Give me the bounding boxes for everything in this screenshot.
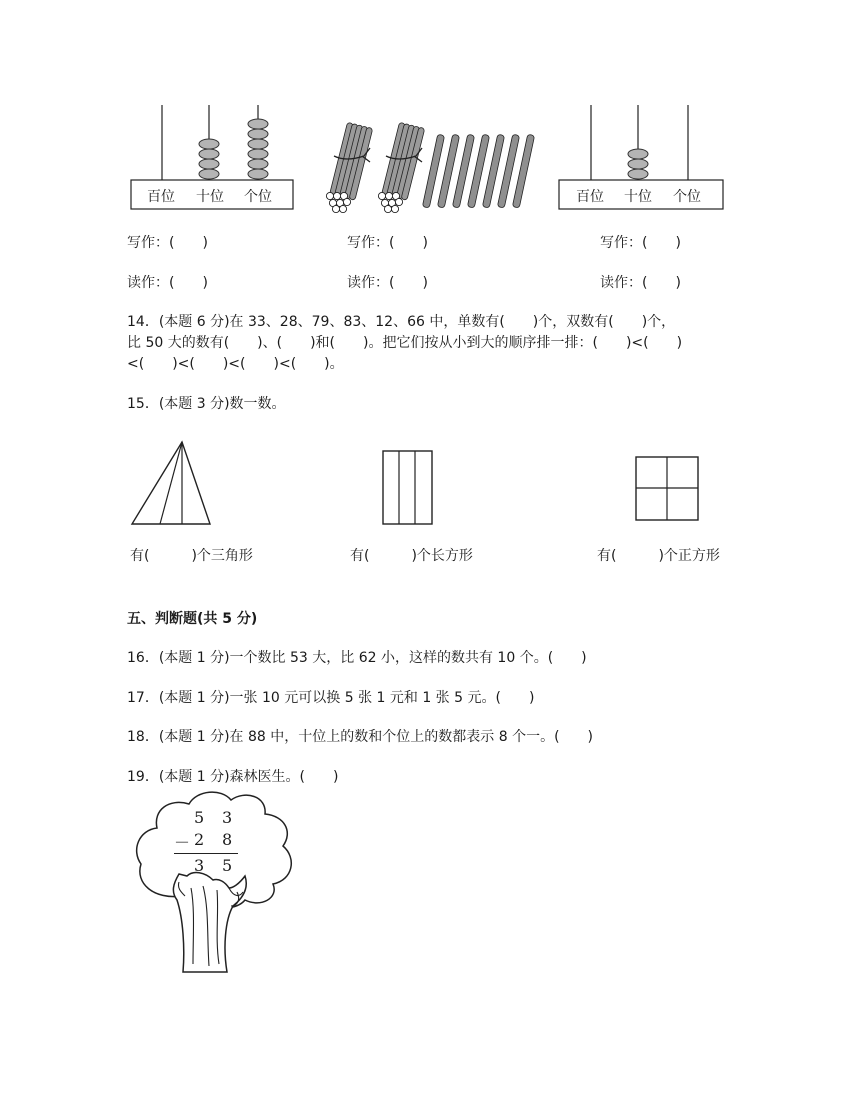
triangles-count-answer[interactable]: 有( )个三角形 [130, 548, 253, 564]
q19-text: 19．(本题 1 分)森林医生。( ) [127, 769, 339, 785]
abacus-bead [248, 119, 268, 129]
calc-minus-sign: － [174, 833, 191, 852]
abacus-bead [248, 159, 268, 169]
calc-result-tens: 3 [194, 856, 205, 875]
abacus-bead [199, 139, 219, 149]
q14-line-2: 比 50 大的数有( )、( )和( )。把它们按从小到大的顺序排一排：( )<( ) [127, 335, 683, 351]
q16-text: 16．(本题 1 分)一个数比 53 大，比 62 小，这样的数共有 10 个。( ) [127, 650, 587, 666]
q17-text: 17．(本题 1 分)一张 10 元可以换 5 张 1 元和 1 张 5 元。( ) [127, 690, 535, 706]
calc-row1-tens: 5 [194, 808, 205, 827]
abacus-1-hundreds-label: 百位 [147, 189, 175, 205]
stick-bundle [326, 122, 372, 212]
q15-title: 15．(本题 3 分)数一数。 [127, 396, 286, 412]
squares-count-answer[interactable]: 有( )个正方形 [597, 548, 720, 564]
rectangles-count-answer[interactable]: 有( )个长方形 [350, 548, 473, 564]
read-answer-1[interactable]: 读作：( ) [127, 275, 208, 291]
write-answer-2[interactable]: 写作：( ) [347, 235, 428, 251]
triangles-figure [130, 440, 212, 528]
calc-row2-tens: 2 [194, 830, 205, 849]
abacus-bead [628, 159, 648, 169]
abacus-bead [248, 129, 268, 139]
stick-bundle [378, 122, 424, 212]
abacus-bead [628, 149, 648, 159]
q14-line-3: <( )<( )<( )<( )。 [127, 356, 344, 372]
abacus-bead [199, 159, 219, 169]
abacus-bead [628, 169, 648, 179]
abacus-1-tens-label: 十位 [196, 189, 224, 205]
calc-result-ones: 5 [222, 856, 233, 875]
section-5-heading: 五、判断题(共 5 分) [127, 611, 258, 627]
calc-row2-ones: 8 [222, 830, 233, 849]
calc-divider-line [174, 853, 238, 854]
write-answer-1[interactable]: 写作：( ) [127, 235, 208, 251]
abacus-bead [248, 169, 268, 179]
squares-figure [635, 456, 701, 522]
q18-text: 18．(本题 1 分)在 88 中，十位上的数和个位上的数都表示 8 个一。( ) [127, 729, 593, 745]
abacus-bead [248, 149, 268, 159]
abacus-2-hundreds-label: 百位 [576, 189, 604, 205]
abacus-bead [199, 149, 219, 159]
sticks-figure [322, 122, 542, 214]
read-answer-3[interactable]: 读作：( ) [600, 275, 681, 291]
rectangles-figure [382, 450, 434, 526]
abacus-bead [199, 169, 219, 179]
subtraction-calc [170, 808, 250, 878]
abacus-1-ones-label: 个位 [244, 189, 272, 205]
abacus-2-ones-label: 个位 [673, 189, 701, 205]
abacus-bead [248, 139, 268, 149]
read-answer-2[interactable]: 读作：( ) [347, 275, 428, 291]
calc-row1-ones: 3 [222, 808, 233, 827]
abacus-2-tens-label: 十位 [624, 189, 652, 205]
write-answer-3[interactable]: 写作：( ) [600, 235, 681, 251]
q14-line-1: 14．(本题 6 分)在 33、28、79、83、12、66 中，单数有( )个，双数有( )个， [127, 314, 676, 330]
